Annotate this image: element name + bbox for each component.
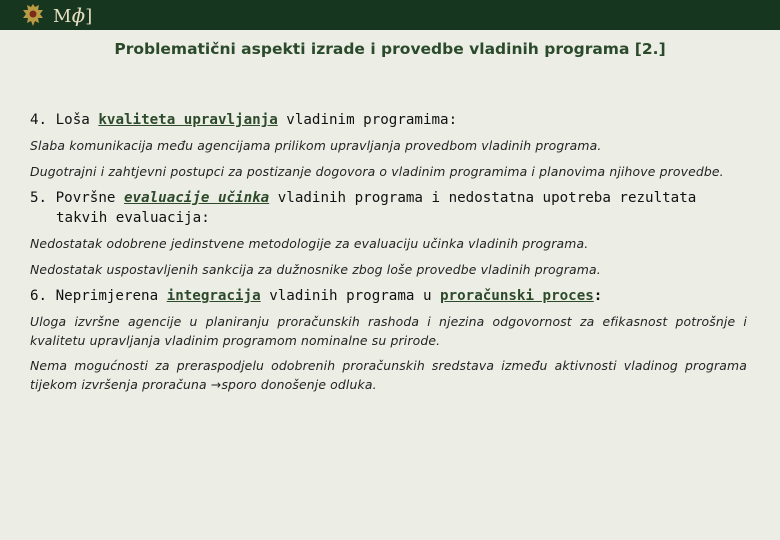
section-heading-5: 5. Površne evaluacije učinka vladinih programa i nedostatna upotreba rezultata takvih evaluacija: <box>30 190 697 226</box>
section-heading-4: 4. Loša kvaliteta upravljanja vladinim programima: <box>30 112 458 128</box>
ministry-logo-text: Mɸ] <box>53 3 93 27</box>
paragraph: Nedostatak uspostavljenih sankcija za dužnosnike zbog loše provedbe vladinih programa. <box>30 261 601 277</box>
header-bar <box>0 0 780 30</box>
arrow-right-icon: → <box>210 376 222 392</box>
paragraph: Uloga izvršne agencije u planiranju proračunskih rashoda i njezina odgovornost za efikasnost potrošnje i kvalitetu upravljanja vladinim programom nominalne su prirode. <box>30 314 747 348</box>
slide-content <box>30 110 747 401</box>
coat-of-arms-icon <box>20 2 46 28</box>
keyword-kvaliteta-upravljanja: kvaliteta upravljanja <box>98 112 278 128</box>
paragraph: Slaba komunikacija među agencijama prilikom upravljanja provedbom vladinih programa. <box>30 138 602 153</box>
keyword-evaluacije-ucinka: evaluacije učinka <box>123 190 270 206</box>
paragraph: Nema mogućnosti za preraspodjelu odobrenih proračunskih sredstava između aktivnosti vladinog programa tijekom izvršenja proračuna →sporo donošenje odluka. <box>30 358 747 392</box>
keyword-proracunski-proces: proračunski proces <box>440 288 594 304</box>
section-heading-6: 6. Neprimjerena integracija vladinih programa u proračunski proces: <box>30 288 603 304</box>
slide-title: Problematični aspekti izrade i provedbe vladinih programa [2.] <box>114 40 666 58</box>
paragraph: Dugotrajni i zahtjevni postupci za postizanje dogovora o vladinim programima i planovima njihove provedbe. <box>30 163 724 179</box>
keyword-integracija: integracija <box>166 288 261 304</box>
paragraph: Nedostatak odobrene jedinstvene metodologije za evaluaciju učinka vladinih programa. <box>30 236 589 251</box>
